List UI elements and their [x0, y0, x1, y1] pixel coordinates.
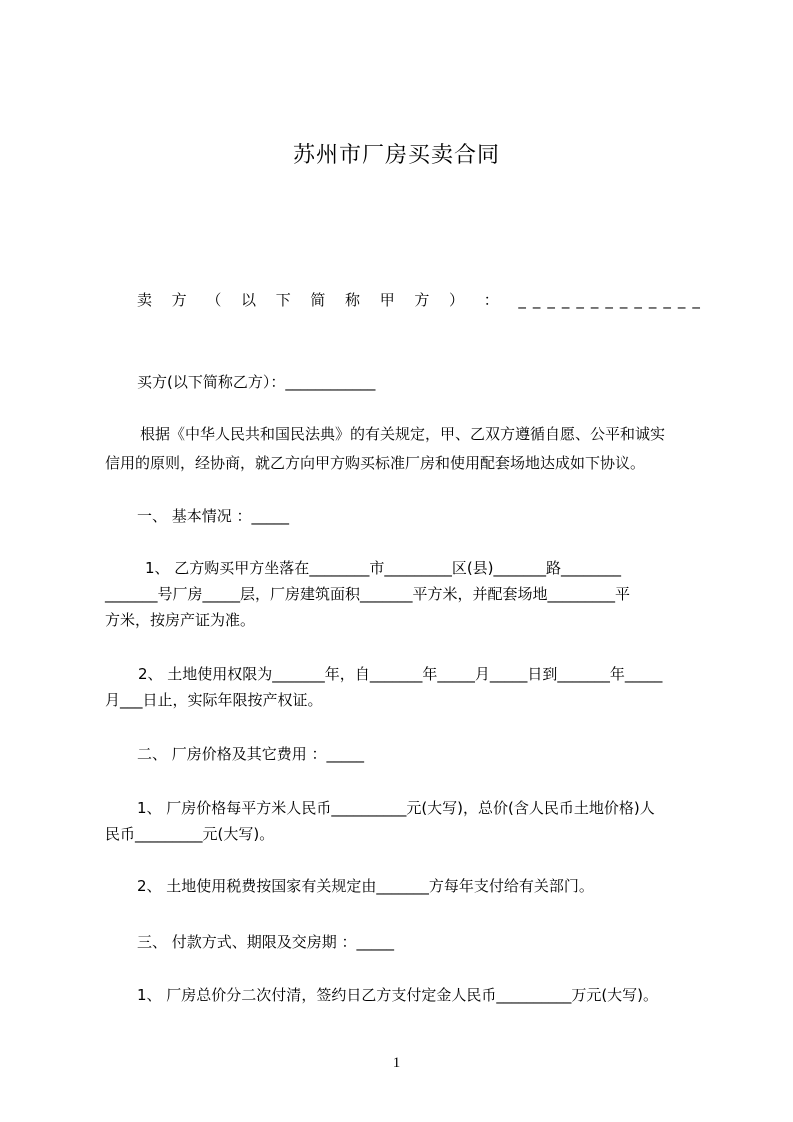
seller-char: ） — [449, 291, 465, 309]
clause-line: 方米，按房产证为准。 — [105, 611, 256, 629]
seller-char: 方 — [171, 291, 187, 309]
clause-line: 民币_________元(大写)。 — [105, 825, 275, 843]
seller-char: （ — [206, 291, 222, 309]
clause-line: _______号厂房_____层，厂房建筑面积_______平方米，并配套场地_________平 — [105, 585, 631, 603]
seller-char: 甲 — [379, 291, 395, 309]
seller-char: ： — [483, 291, 499, 309]
seller-line — [137, 290, 707, 310]
seller-char: 下 — [275, 291, 291, 309]
clause-line: 1、 厂房价格每平方米人民币__________元(大写)，总价(含人民币土地价格)人 — [137, 799, 655, 817]
seller-char: 以 — [241, 291, 257, 309]
page-number: 1 — [392, 1055, 401, 1071]
buyer-line: 买方(以下简称乙方）：____________ — [137, 373, 376, 391]
seller-blank: _____________ — [518, 291, 707, 309]
clause-line: 月___日止，实际年限按产权证。 — [105, 691, 323, 709]
seller-char: 称 — [345, 291, 361, 309]
seller-char: 简 — [310, 291, 326, 309]
seller-char: 方 — [414, 291, 430, 309]
section-heading: 一、 基本情况 ：_____ — [137, 507, 290, 525]
section-heading: 二、 厂房价格及其它费用 ：_____ — [137, 745, 365, 763]
clause-line: 2、 土地使用权限为_______年，自_______年_____月_____日到_______年_____ — [138, 665, 663, 683]
section-heading: 三、 付款方式、期限及交房期 ：_____ — [137, 933, 395, 951]
clause-line: 1、 厂房总价分二次付清，签约日乙方支付定金人民币__________万元(大写)。 — [137, 986, 659, 1004]
document-title: 苏州市厂房买卖合同 — [292, 143, 500, 168]
intro-paragraph-line: 信用的原则，经协商，就乙方向甲方购买标准厂房和使用配套场地达成如下协议。 — [105, 454, 646, 472]
seller-char: 卖 — [137, 291, 153, 309]
intro-paragraph-line: 根据《中华人民共和国民法典》的有关规定，甲、乙双方遵循自愿、公平和诚实 — [140, 425, 666, 443]
clause-line: 2、 土地使用税费按国家有关规定由_______方每年支付给有关部门。 — [137, 877, 594, 895]
clause-line: 1、 乙方购买甲方坐落在________市_________区(县)_______路________ — [145, 559, 622, 577]
